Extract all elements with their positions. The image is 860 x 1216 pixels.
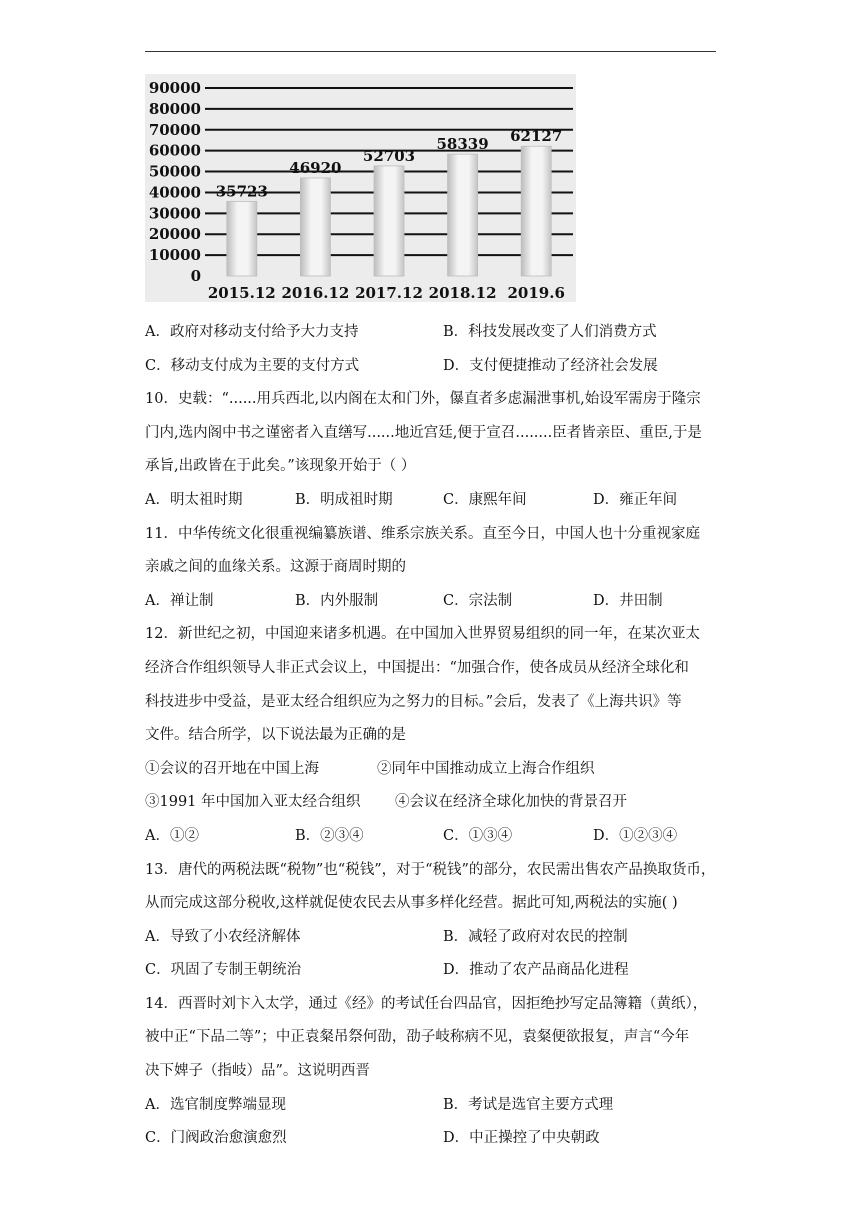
q11-option-d[interactable]: D．井田制 <box>593 592 663 609</box>
q10-option-d[interactable]: D．雍正年间 <box>593 491 678 508</box>
q10-stem-line-2: 门内,选内阁中书之谨密者入直缮写......地近宫廷,便于宣召........臣者皆亲臣、重臣,于是 <box>145 424 702 441</box>
q11-stem-line-1: 11．中华传统文化很重视编纂族谱、维系宗族关系。直至今日，中国人也十分重视家庭 <box>145 525 700 542</box>
q14-option-b[interactable]: B．考试是选官主要方式理 <box>443 1096 614 1113</box>
y-tick-label: 60000 <box>148 141 201 160</box>
q10-options-row <box>145 484 725 518</box>
y-tick-label: 50000 <box>148 162 201 181</box>
y-tick-label: 70000 <box>148 120 201 139</box>
q12-options-row <box>145 820 725 854</box>
bar-chart <box>145 74 576 302</box>
q12-option-b[interactable]: B．②③④ <box>295 827 364 844</box>
q14-option-a[interactable]: A．选官制度弊端显现 <box>145 1096 286 1113</box>
q14-stem-line-1: 14．西晋时刘卞入太学，通过《经》的考试任台四品官，因拒绝抄写定品簿籍（黄纸）， <box>145 995 708 1012</box>
bar-chart-svg <box>145 74 576 302</box>
q11-option-b[interactable]: B．内外服制 <box>295 592 379 609</box>
bar <box>300 178 330 276</box>
bar-data-label: 58339 <box>436 135 489 154</box>
q12-item-2: ②同年中国推动成立上海合作组织 <box>377 760 595 777</box>
q9-option-b[interactable]: B．科技发展改变了人们消费方式 <box>443 324 657 340</box>
q13-stem-line-1: 13．唐代的两税法既“税物”也“税钱”，对于“税钱”的部分，农民需出售农产品换取货币， <box>145 861 716 878</box>
q10-option-a[interactable]: A．明太祖时期 <box>145 491 243 508</box>
q12-option-d[interactable]: D．①②③④ <box>593 827 678 844</box>
q12-stem-line-2: 经济合作组织领导人非正式会议上，中国提出：“加强合作，使各成员从经济全球化和 <box>145 659 689 676</box>
q12-stem-line-3: 科技进步中受益，是亚太经合组织应为之努力的目标。”会后，发表了《上海共识》等 <box>145 693 682 710</box>
q13-options-row-1 <box>145 921 725 955</box>
q12-option-c[interactable]: C．①③④ <box>443 827 513 844</box>
y-tick-label: 40000 <box>148 183 201 202</box>
q14-option-d[interactable]: D．中正操控了中央朝政 <box>443 1130 600 1147</box>
q12-items-row-1 <box>145 753 725 787</box>
q12-item-4: ④会议在经济全球化加快的背景召开 <box>395 794 627 811</box>
q10-option-c[interactable]: C．康熙年间 <box>443 491 527 508</box>
q12-item-3: ③1991 年中国加入亚太经合组织 <box>145 794 361 811</box>
q12-stem-line-4: 文件。结合所学，以下说法最为正确的是 <box>145 727 406 744</box>
q12-stem-line-1: 12．新世纪之初，中国迎来诸多机遇。在中国加入世界贸易组织的同一年，在某次亚太 <box>145 626 700 643</box>
bar <box>374 166 404 276</box>
q9-option-d[interactable]: D．支付便捷推动了经济社会发展 <box>443 357 658 374</box>
bar <box>448 154 478 276</box>
x-tick-label: 2018.12 <box>428 284 497 302</box>
y-tick-label: 80000 <box>148 99 201 118</box>
bar-data-label: 35723 <box>215 182 268 201</box>
y-tick-label: 10000 <box>148 246 201 265</box>
x-tick-label: 2015.12 <box>207 284 276 302</box>
bar-data-label: 52703 <box>362 146 416 165</box>
q13-option-c[interactable]: C．巩固了专制王朝统治 <box>145 962 302 979</box>
y-tick-label: 0 <box>190 267 201 285</box>
q11-option-c[interactable]: C．宗法制 <box>443 592 513 609</box>
q14-options-row-2 <box>145 1122 725 1156</box>
x-tick-label: 2017.12 <box>355 284 423 302</box>
q10-stem-line-3: 承旨,出政皆在于此矣。”该现象开始于（ ） <box>145 458 416 475</box>
q14-stem-line-3: 决下婢子（指岐）品”。这说明西晋 <box>145 1063 370 1080</box>
q10-option-b[interactable]: B．明成祖时期 <box>295 491 393 508</box>
q11-options-row <box>145 585 725 619</box>
y-tick-label: 90000 <box>148 79 201 97</box>
q13-option-a[interactable]: A．导致了小农经济解体 <box>145 928 301 945</box>
bar <box>227 201 257 276</box>
q11-option-a[interactable]: A．禅让制 <box>145 592 214 609</box>
x-tick-label: 2016.12 <box>281 284 350 302</box>
q13-options-row-2 <box>145 954 725 988</box>
y-tick-label: 30000 <box>148 204 201 223</box>
q13-option-b[interactable]: B．减轻了政府对农民的控制 <box>443 928 628 945</box>
q13-stem-line-2: 从而完成这部分税收,这样就促使农民去从事多样化经营。据此可知,两税法的实施( ) <box>145 895 678 912</box>
header-rule <box>145 51 716 52</box>
x-tick-label: 2019.6 <box>507 284 565 302</box>
question-content <box>145 316 725 1156</box>
q9-option-a[interactable]: A．政府对移动支付给予大力支持 <box>145 324 359 340</box>
q9-option-c[interactable]: C．移动支付成为主要的支付方式 <box>145 357 360 374</box>
q12-option-a[interactable]: A．①② <box>145 827 199 844</box>
q9-options-row-1 <box>145 316 725 350</box>
q10-stem-line-1: 10．史载：“......用兵西北,以内阁在太和门外，儤直者多虑漏泄事机,始设军需房于隆宗 <box>145 391 701 408</box>
bar-data-label: 62127 <box>510 127 563 146</box>
q9-options-row-2 <box>145 350 725 384</box>
q14-option-c[interactable]: C．门阀政治愈演愈烈 <box>145 1130 287 1147</box>
q14-options-row-1 <box>145 1089 725 1123</box>
bar-data-label: 46920 <box>289 158 342 177</box>
q11-stem-line-2: 亲戚之间的血缘关系。这源于商周时期的 <box>145 559 406 576</box>
q13-option-d[interactable]: D．推动了农产品商品化进程 <box>443 962 629 979</box>
q14-stem-line-2: 被中正“下品二等”；中正袁粲吊祭何劭，劭子岐称病不见，袁粲便欲报复，声言“今年 <box>145 1029 690 1046</box>
q12-items-row-2 <box>145 786 725 820</box>
bar <box>521 146 551 276</box>
q12-item-1: ①会议的召开地在中国上海 <box>145 760 319 777</box>
y-tick-label: 20000 <box>148 225 201 244</box>
